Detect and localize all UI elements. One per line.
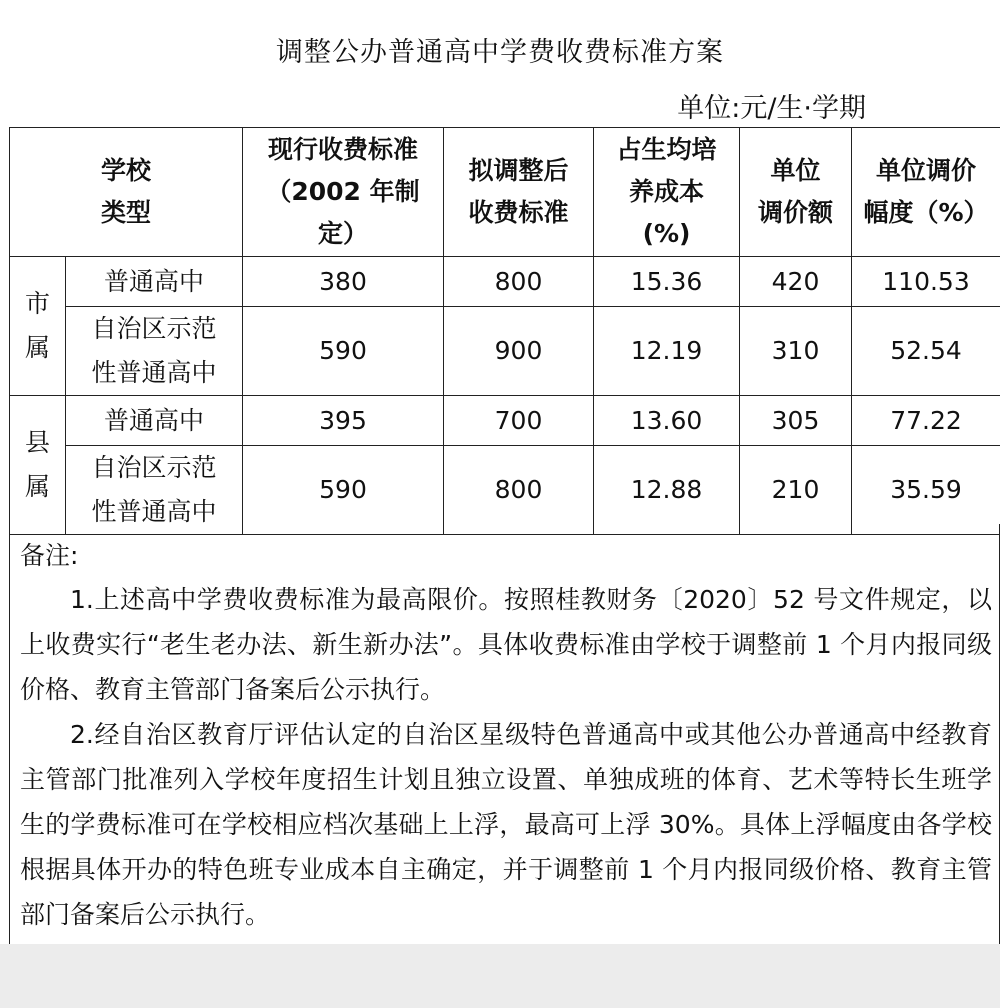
cell-adjusted-fee: 900	[444, 307, 594, 396]
cell-cost-ratio: 15.36	[594, 257, 740, 307]
bottom-overlay-bar	[0, 944, 1000, 1008]
cell-cost-ratio: 12.19	[594, 307, 740, 396]
header-line: 幅度（%）	[863, 198, 989, 227]
cell-percent: 110.53	[852, 257, 1000, 307]
table-row	[10, 396, 1000, 446]
group-label-city	[10, 257, 66, 396]
header-line: 学校	[101, 156, 152, 185]
cell-increase: 310	[740, 307, 852, 396]
school-type-line: 普通高中	[104, 405, 205, 435]
cell-school-type	[66, 307, 243, 396]
group-label-line: 县	[24, 428, 50, 457]
group-label-line: 属	[24, 472, 50, 501]
header-current-fee	[243, 128, 444, 257]
header-school-type	[10, 128, 243, 257]
cell-current-fee: 380	[243, 257, 444, 307]
notes-section	[9, 524, 1000, 944]
group-label-line: 属	[24, 333, 50, 362]
cell-current-fee: 395	[243, 396, 444, 446]
school-type-line: 普通高中	[104, 266, 205, 296]
school-type-line: 自治区示范	[91, 453, 217, 482]
header-percent	[852, 128, 1000, 257]
cell-percent: 77.22	[852, 396, 1000, 446]
cell-adjusted-fee: 800	[444, 446, 594, 535]
note-2: 2.经自治区教育厅评估认定的自治区星级特色普通高中或其他公办普通高中经教育主管部门批准列入学校年度招生计划且独立设置、单独成班的体育、艺术等特长生班学生的学费标准可在学校相应档次基础上上浮，最高可上浮 30%。具体上浮幅度由各学校根据具体开办的特色班专业成本自主确定，并于调整前 1 个月内报同级价格、教育主管部门备案后公示执行。	[20, 720, 992, 929]
cell-school-type	[66, 446, 243, 535]
cell-increase: 305	[740, 396, 852, 446]
header-increase	[740, 128, 852, 257]
cell-cost-ratio: 13.60	[594, 396, 740, 446]
cell-adjusted-fee: 700	[444, 396, 594, 446]
header-line: （2002 年制	[266, 177, 420, 206]
cell-percent: 52.54	[852, 307, 1000, 396]
school-type-line: 性普通高中	[91, 497, 217, 526]
header-line: 类型	[101, 198, 152, 227]
cell-current-fee: 590	[243, 307, 444, 396]
school-type-line: 性普通高中	[91, 358, 217, 387]
note-1: 1.上述高中学费收费标准为最高限价。按照桂教财务〔2020〕52 号文件规定，以上收费实行“老生老办法、新生新办法”。具体收费标准由学校于调整前 1 个月内报同级价格、教育主管部门备案后公示执行。	[20, 585, 992, 704]
table-row	[10, 257, 1000, 307]
table-row	[10, 307, 1000, 396]
header-line: 定）	[318, 219, 369, 248]
header-row	[10, 128, 1000, 257]
cell-cost-ratio: 12.88	[594, 446, 740, 535]
cell-percent: 35.59	[852, 446, 1000, 535]
header-line: 养成本	[629, 177, 705, 206]
cell-current-fee: 590	[243, 446, 444, 535]
unit-label: 单位:元/生·学期	[677, 93, 866, 124]
header-adjusted-fee	[444, 128, 594, 257]
header-line: 现行收费标准	[268, 135, 419, 164]
group-label-county	[10, 396, 66, 535]
cell-school-type	[66, 257, 243, 307]
table-row	[10, 446, 1000, 535]
header-cost-ratio	[594, 128, 740, 257]
header-line: 占生均培	[616, 135, 717, 164]
header-line: (%)	[642, 219, 691, 248]
cell-adjusted-fee: 800	[444, 257, 594, 307]
group-label-line: 市	[24, 289, 50, 318]
header-line: 收费标准	[468, 198, 569, 227]
cell-increase: 420	[740, 257, 852, 307]
school-type-line: 自治区示范	[91, 314, 217, 343]
header-line: 拟调整后	[468, 156, 569, 185]
header-line: 单位	[770, 156, 821, 185]
cell-school-type	[66, 396, 243, 446]
cell-increase: 210	[740, 446, 852, 535]
fee-table	[9, 127, 1000, 535]
document-title: 调整公办普通高中学费收费标准方案	[276, 37, 724, 68]
header-line: 单位调价	[876, 156, 977, 185]
notes-label: 备注:	[20, 541, 79, 570]
header-line: 调价额	[758, 198, 834, 227]
